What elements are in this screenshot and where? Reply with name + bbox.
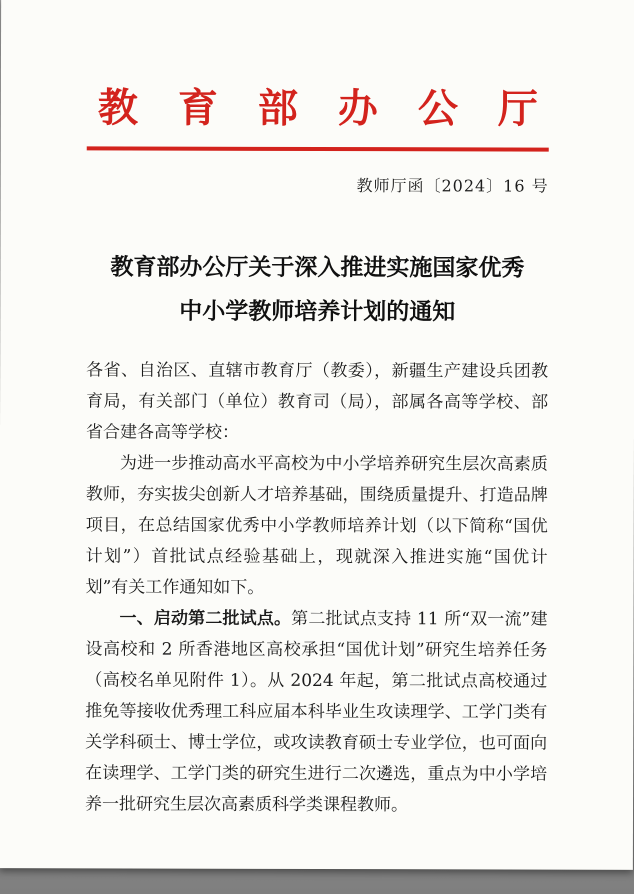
title-line-1: 教育部办公厅关于深入推进实施国家优秀 — [110, 253, 525, 282]
agency-letterhead: 教 育 部 办 公 厅 — [97, 84, 538, 133]
document-body — [85, 355, 548, 821]
paragraph-2-heading: 一、启动第二批试点。 — [119, 608, 292, 629]
paragraph-2 — [85, 603, 548, 821]
doc-number: 教师厅函〔2024〕16 号 — [356, 176, 549, 196]
document-title — [86, 245, 548, 334]
letterhead-divider — [87, 146, 549, 151]
paragraph-1: 为进一步推动高水平高校为中小学培养研究生层次高素质教师，夯实拔尖创新人才培养基础，围绕质量提升、打造品牌项目，在总结国家优秀中小学教师培养计划（以下简称“国优计划”）首批试点经验基础上，现就深入推进实施“国优计划”有关工作通知如下。 — [85, 453, 548, 598]
salutation: 各省、自治区、直辖市教育厅（教委），新疆生产建设兵团教育局，有关部门（单位）教育司（局），部属各高等学校、部省合建各高等学校： — [85, 360, 549, 443]
title-line-2: 中小学教师培养计划的通知 — [179, 297, 456, 326]
paragraph-2-text: 第二批试点支持 11 所“双一流”建设高校和 2 所香港地区高校承担“国优计划”研究生培养任务（高校名单见附件 1）。从 2024 年起，第二批试点高校通过推免等接收优秀理工科应届本科毕业生攻读理学、工学门类有关学科硕士、博士学位，或攻读教育硕士专业学位，也可面向在读理学、工学门类的研究生进行二次遴选，重点为中小学培养一批研究生层次高素质科学类课程教师。 — [85, 608, 548, 816]
